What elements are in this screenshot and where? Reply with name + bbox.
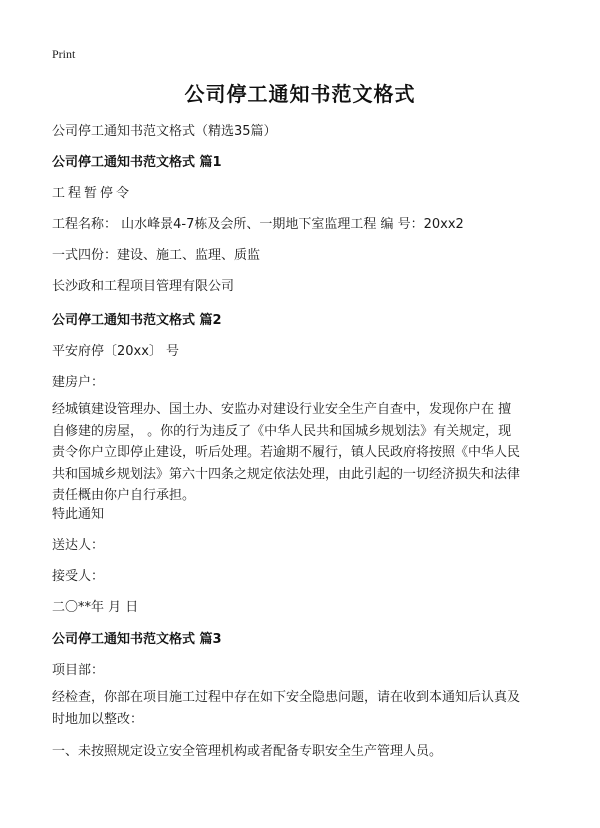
print-link[interactable]: Print bbox=[52, 47, 76, 61]
section-heading-3: 公司停工通知书范文格式 篇3 bbox=[52, 632, 222, 647]
section-heading-1: 公司停工通知书范文格式 篇1 bbox=[52, 155, 222, 170]
section3-tail-1: 一、未按照规定设立安全管理机构或者配备专职安全生产管理人员。 bbox=[52, 744, 443, 759]
section2-line-2: 建房户： bbox=[52, 375, 105, 390]
paragraph-line: 经检查，你部在项目施工过程中存在如下安全隐患问题，请在收到本通知后认真及 bbox=[52, 690, 521, 705]
section3-paragraph bbox=[52, 687, 552, 730]
section-heading-2: 公司停工通知书范文格式 篇2 bbox=[52, 313, 222, 328]
paragraph-line: 责令你户立即停止建设，听后处理。若逾期不履行，镇人民政府将按照《中华人民 bbox=[52, 445, 521, 460]
paragraph-line: 共和国城乡规划法》第六十四条之规定依法处理，由此引起的一切经济损失和法律 bbox=[52, 466, 521, 482]
section2-tail-2: 送达人： bbox=[52, 538, 105, 553]
section1-line-1: 工程暂停令 bbox=[52, 186, 133, 201]
section1-line-3: 一式四份：建设、施工、监理、质监 bbox=[52, 248, 261, 263]
paragraph-line: 责任概由你户自行承担。 bbox=[52, 488, 196, 503]
section2-tail-4: 二〇**年 月 日 bbox=[52, 600, 139, 615]
paragraph-line: 经城镇建设管理办、国土办、安监办对建设行业安全生产自查中，发现你户在 擅 bbox=[52, 402, 512, 417]
paragraph-line: 自修建的房屋， 。你的行为违反了《中华人民共和国城乡规划法》有关规定，现 bbox=[52, 423, 512, 439]
page-title: 公司停工通知书范文格式 bbox=[184, 82, 416, 106]
section1-line-2: 工程名称： 山水峰景4-7栋及会所、一期地下室监理工程 编 号：20xx2 bbox=[52, 217, 464, 232]
section2-line-1: 平安府停〔20xx〕 号 bbox=[52, 344, 180, 359]
section2-tail-3: 接受人： bbox=[52, 569, 105, 584]
document-subtitle: 公司停工通知书范文格式（精选35篇） bbox=[52, 124, 277, 139]
section2-tail-1: 特此通知 bbox=[52, 507, 105, 522]
paragraph-line: 时地加以整改： bbox=[52, 711, 144, 727]
section2-paragraph bbox=[52, 399, 552, 507]
section1-line-4: 长沙政和工程项目管理有限公司 bbox=[52, 279, 235, 294]
section3-line-1: 项目部： bbox=[52, 663, 105, 678]
